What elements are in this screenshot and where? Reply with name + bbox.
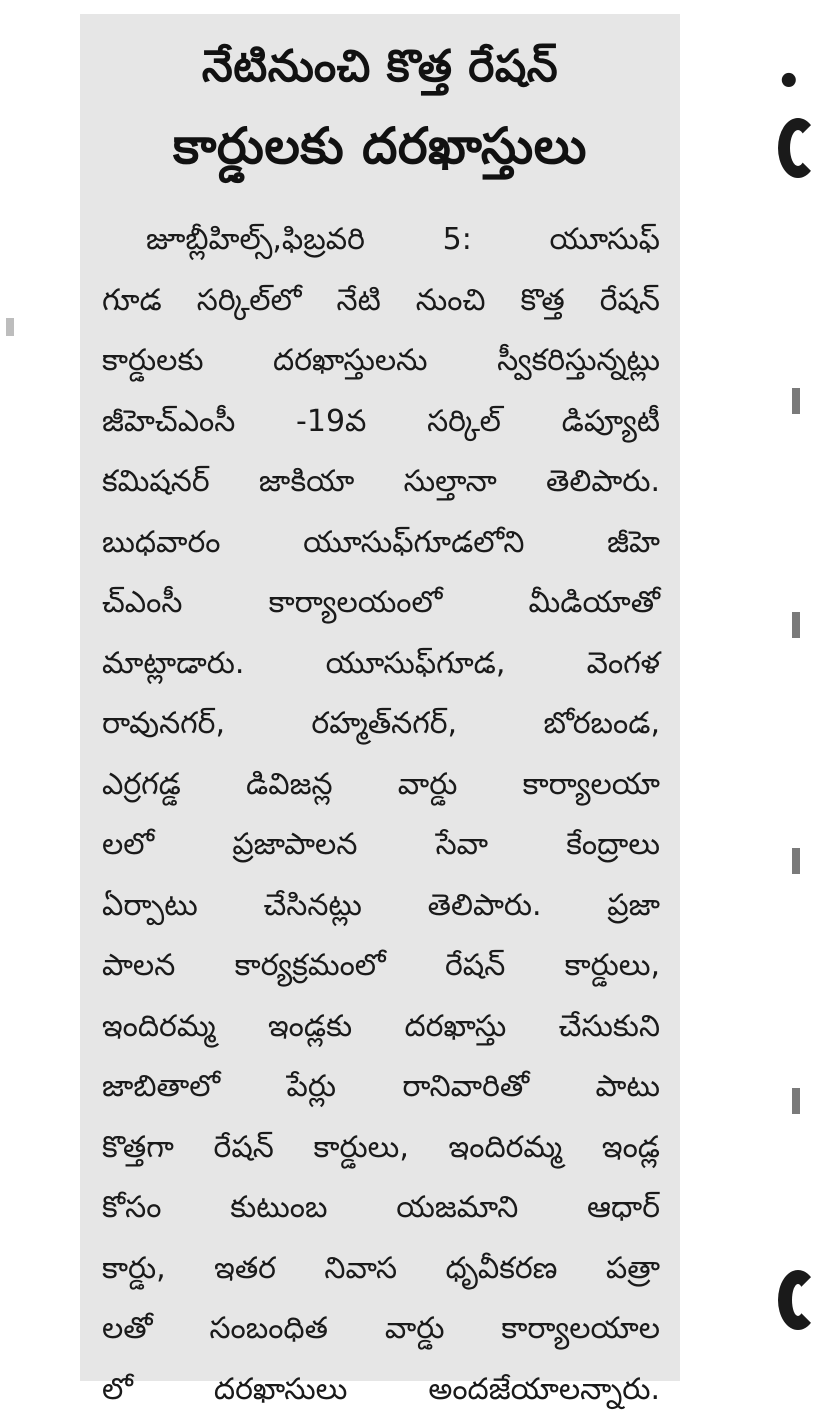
body-line: గూడ సర్కిల్‌లో నేటి నుంచి కొత్త రేషన్ — [102, 271, 660, 332]
body-line: కోసం కుటుంబ యజమాని ఆధార్ — [102, 1178, 660, 1239]
headline — [80, 30, 680, 188]
body-line: లతో సంబంధిత వార్డు కార్యాలయాల — [102, 1299, 660, 1360]
left-margin — [0, 0, 80, 1381]
adjacent-column-fragment: • — [776, 62, 802, 102]
body-line: కమిషనర్ జాకియా సుల్తానా తెలిపారు. — [102, 452, 660, 513]
body-line: కార్డులకు దరఖాస్తులను స్వీకరిస్తున్నట్లు — [102, 331, 660, 392]
article-body — [102, 210, 660, 1420]
adjacent-column-fragment — [792, 1088, 800, 1114]
adjacent-column-fragment — [792, 612, 800, 638]
body-line: జీహెచ్ఎంసీ -19వ సర్కిల్ డిప్యూటీ — [102, 392, 660, 453]
body-line: జూబ్లీహిల్స్,ఫిబ్రవరి 5: యూసుఫ్ — [102, 210, 660, 271]
body-line: ఏర్పాటు చేసినట్లు తెలిపారు. ప్రజా — [102, 876, 660, 937]
left-edge-mark — [6, 318, 14, 336]
body-line: మాట్లాడారు. యూసుఫ్‌గూడ, వెంగళ — [102, 634, 660, 695]
adjacent-column-fragment — [778, 118, 818, 178]
body-line: ఎర్రగడ్డ డివిజన్ల వార్డు కార్యాలయా — [102, 755, 660, 816]
body-line: చ్ఎంసీ కార్యాలయంలో మీడియాతో — [102, 573, 660, 634]
headline-line-1: నేటినుంచి కొత్త రేషన్ — [80, 30, 680, 104]
body-line: రావునగర్, రహ్మత్‌నగర్, బోరబండ, — [102, 694, 660, 755]
news-clipping — [80, 14, 680, 1381]
adjacent-column-fragment — [792, 848, 800, 874]
body-line: ఇందిరమ్మ ఇండ్లకు దరఖాస్తు చేసుకుని — [102, 997, 660, 1058]
body-line: లలో ప్రజాపాలన సేవా కేంద్రాలు — [102, 815, 660, 876]
body-line: లో దరఖాసులు అందజేయాలన్నారు. — [102, 1360, 660, 1420]
body-line: పాలన కార్యక్రమంలో రేషన్ కార్డులు, — [102, 936, 660, 997]
headline-line-2: కార్డులకు దరఖాస్తులు — [80, 104, 680, 188]
adjacent-column-fragment — [792, 388, 800, 414]
body-line: కొత్తగా రేషన్ కార్డులు, ఇందిరమ్మ ఇండ్ల — [102, 1118, 660, 1179]
body-line: కార్డు, ఇతర నివాస ధృవీకరణ పత్రా — [102, 1239, 660, 1300]
body-line: బుధవారం యూసుఫ్‌గూడలోని జీహె — [102, 513, 660, 574]
body-line: జాబితాలో పేర్లు రానివారితో పాటు — [102, 1057, 660, 1118]
adjacent-column-fragment — [778, 1270, 818, 1330]
